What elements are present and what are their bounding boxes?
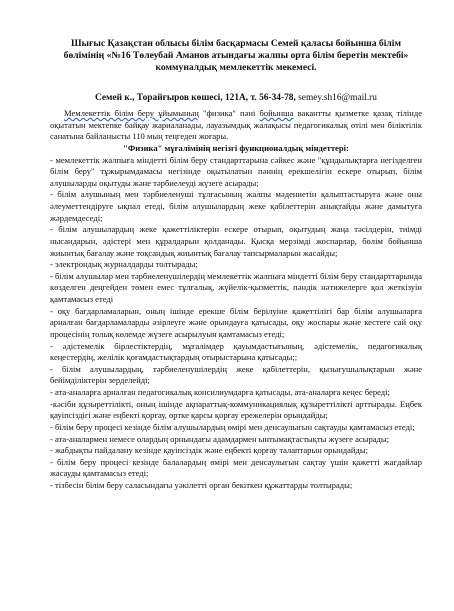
- address-text: Семей к., Торайғыров көшесі, 121А, т. 56-34-78,: [95, 93, 296, 103]
- school-header: [50, 38, 422, 75]
- intro-underlined-1: Мемлекеттік білім беру ұйымының: [64, 108, 199, 118]
- duty-item: - білім беру процесі кезінде балалардың өмірі мен денсаулығын сақтау үшін қажетті жағдайлар жасауды қамтамасыз етеді;: [50, 456, 422, 479]
- duty-item: - білім алушылардың жеке қажеттіліктерін ескере отырып, оқытудың жаңа тәсілдерін, тиімді нысандарын, әдістері мен құралдарын қолданады. Қысқа мерзімді жоспарлар, бөлім бойынша жиынтық бағалау және тоқсандық жиынтық бағалау тапсырмаларын жасайды;: [50, 224, 422, 258]
- duty-item: - жабдықты пайдалану кезінде қауіпсіздік және еңбекті қорғау талаптарын орындайды;: [50, 445, 368, 456]
- duty-item: - білім алушылардың, тәрбиеленушілердің жеке қабілеттерін, қызығушылықтарын және бейімділіктерін зерделейді;: [50, 363, 422, 386]
- intro-underlined-2: бойынша: [259, 108, 294, 118]
- header-line-1: Шығыс Қазақстан облысы білім басқармасы Семей қаласы бойынша білім: [71, 38, 401, 49]
- duty-item: -кәсіби құзыреттілікті, оның ішінде ақпараттық-коммуникациялық құзыреттілікті арттырады. Еңбек қауіпсіздігі және еңбекті қорғау, өртке қарсы қорғау ережелерін орындайды;: [50, 398, 422, 421]
- duty-item: - оқу бағдарламаларын, оның ішінде ерекше білім берілуіне қажеттілігі бар білім алушыларға арналған бағдарламаларды әзірлеуге және орындауға қатысады, оқу жоспары және кестеге сай оқу процесінің толық көлемде жүзеге асырылуын қамтамасыз етеді;: [50, 305, 422, 339]
- header-line-3: коммуналдық мемлекеттік мекемесі.: [155, 62, 317, 74]
- announcement-body: [50, 108, 422, 492]
- intro-paragraph: [50, 108, 422, 143]
- duty-item: - білім алушының мен тәрбиеленуші тұлғасының жалпы мәдениетін қалыптастыруға және оны әлеуметтендіруге ықпал етеді, білім алушылардың жеке қабілеттерін анықтайды және дамытуға жәрдемдеседі;: [50, 189, 422, 223]
- duty-item: - ата-аналармен немесе олардың орнындағы адамдармен ынтымақтастықты жүзеге асырады;: [50, 433, 389, 444]
- email-link[interactable]: semey.sh16@mail.ru: [298, 93, 377, 103]
- header-line-2: бөлімінің «№16 Төлеубай Аманов атындағы жалпы орта білім беретін мектебі»: [63, 50, 409, 62]
- duty-item: - білім алушылар мен тәрбиеленушілердің мемлекеттік жалпыға міндетті білім беру стандарттарында көзделген деңгейден төмен емес тұлғалық, жүйелік-қызметтік, пәндік нәтижелерге қол жеткізуін қамтамасыз етеді: [50, 270, 422, 304]
- duty-item: - әдістемелік бірлестіктердің, мұғалімдер қауымдастығының, әдістемелік, педагогикалық кеңестердің, желілік қоғамдастықтардың отырыстарына қатысады;;: [50, 340, 422, 363]
- intro-subject: "физика" пәні: [203, 108, 256, 118]
- duty-item: - тізбесін білім беру саласындағы уәкілетті орган бекіткен құжаттарды толтырады;: [50, 480, 353, 490]
- intro-rest: вакантты қызметке қазақ тілінде оқытатын мектепке байқау жариаланады, лауазымдық жалақысы педагогикалық өтілі мен біліктілік санатына байланысты 110 мың теңгеден жоғары.: [50, 108, 422, 142]
- duty-item: - мемлекеттік жалпыға міндетті білім беру стандарттарына сәйкес және "құндылықтарға негізделген білім беру" тұжырымдамасы негізінде оқытылатын пәннің ерекшелігін ескере отырып, білім алушыларды оқытуды және тәрбиелеуді жүзеге асырады;: [50, 154, 422, 188]
- school-address: [50, 93, 422, 103]
- duty-item: - электрондық журналдарды толтырады;: [50, 259, 198, 270]
- duty-item: - ата-аналарға арналған педагогикалық консилиумдарға қатысады, ата-аналарға кеңес береді;: [50, 387, 390, 397]
- duties-title: "Физика" мұғалімінің негізгі функционалдық міндеттері:: [123, 142, 349, 153]
- duty-item: - білім беру процесі кезінде білім алушылардың өмірі мен денсаулығын сақтауды қамтамасыз етеді;: [50, 421, 415, 432]
